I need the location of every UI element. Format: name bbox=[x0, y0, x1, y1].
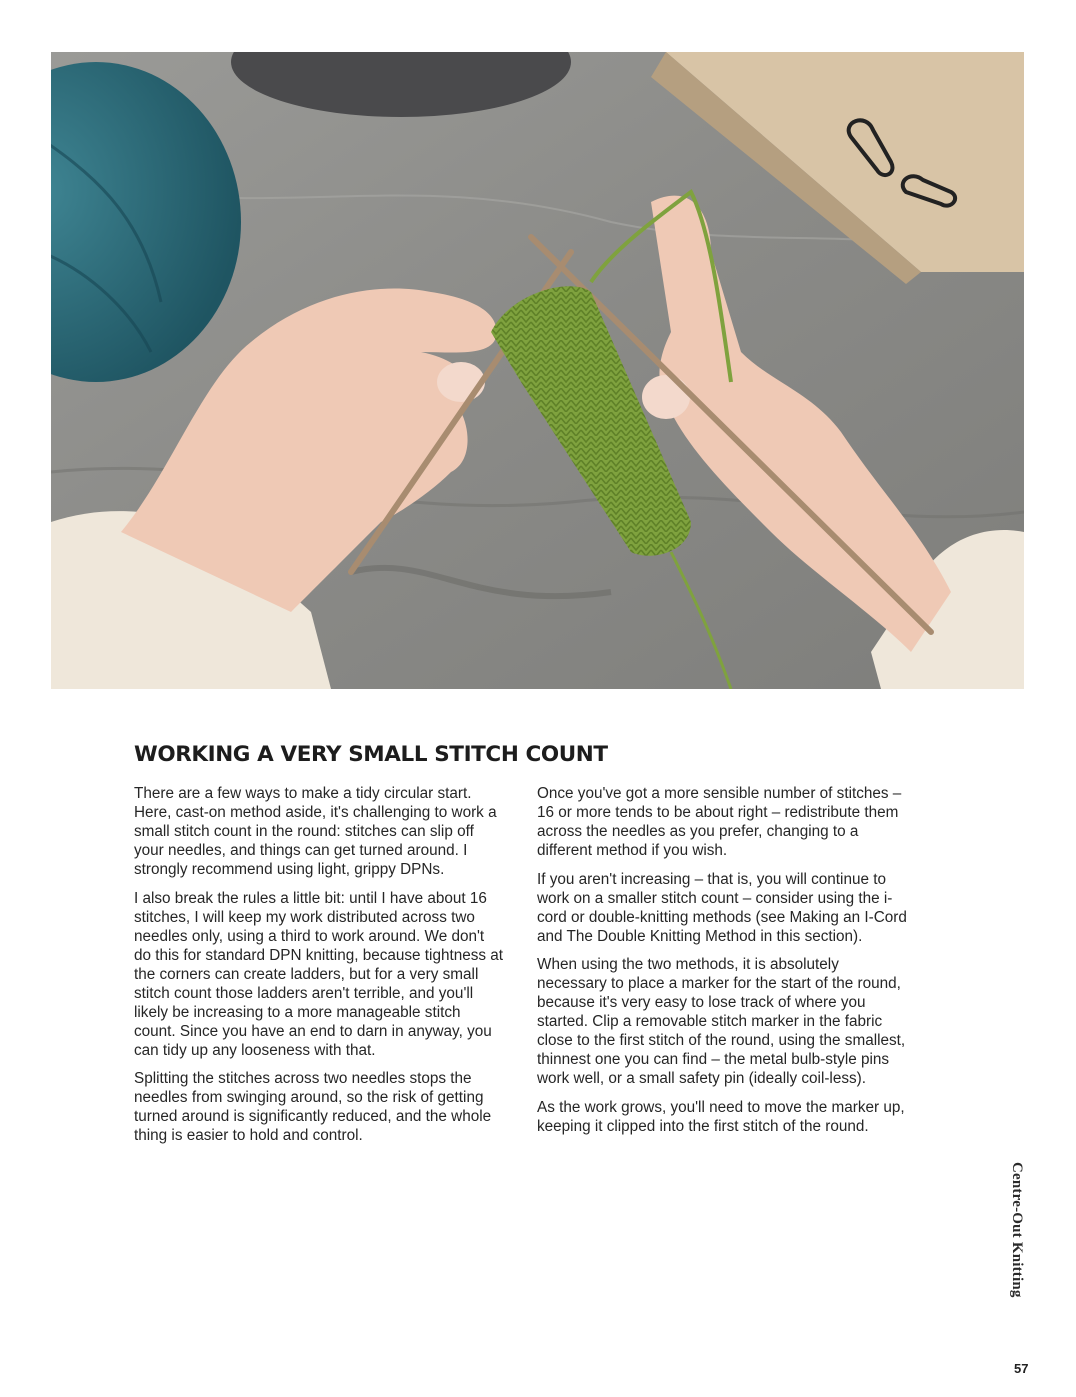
body-paragraph: Once you've got a more sensible number of stitches – 16 or more tends to be about right – redistribute them across the needles as you prefer, changing to a different method if you wish. bbox=[537, 785, 902, 859]
knitting-photo-illustration bbox=[51, 52, 1024, 689]
section-heading: WORKING A VERY SMALL STITCH COUNT bbox=[134, 742, 608, 767]
body-paragraph: There are a few ways to make a tidy circular start. Here, cast-on method aside, it's challenging to work a small stitch count in the round: stitches can slip off your needles, and things can get turned around. I strongly recommend using light, grippy DPNs. bbox=[134, 785, 497, 878]
page-number: 57 bbox=[1014, 1361, 1029, 1376]
knitting-photo bbox=[51, 52, 1024, 689]
body-paragraph: When using the two methods, it is absolutely necessary to place a marker for the start of the round, because it's very easy to lose track of where you started. Clip a removable stitch marker in the fabric close to the first stitch of the round, using the smallest, thinnest one you can find – the metal bulb-style pins work well, or a small safety pin (ideally coil-less). bbox=[537, 956, 906, 1087]
body-paragraph: Splitting the stitches across two needles stops the needles from swinging around, so the risk of getting turned around is significantly reduced, and the whole thing is easier to hold and control. bbox=[134, 1070, 492, 1144]
right-column bbox=[537, 784, 907, 1145]
running-head: Centre-Out Knitting bbox=[1009, 1162, 1025, 1298]
body-paragraph: I also break the rules a little bit: until I have about 16 stitches, I will keep my work distributed across two needles only, using a third to work around. We don't do this for standard DPN knitting, because tightness at the corners can create ladders, but for a very small stitch count those ladders aren't terrible, and you'll likely be increasing to a more manageable stitch count. Since you have an end to darn in anyway, you can tidy up any looseness with that. bbox=[134, 889, 504, 1059]
body-paragraph: As the work grows, you'll need to move the marker up, keeping it clipped into the first stitch of the round. bbox=[537, 1098, 905, 1135]
body-paragraph: If you aren't increasing – that is, you will continue to work on a smaller stitch count – consider using the i-cord or double-knitting methods (see Making an I-Cord and The Double Knitting Method in this section). bbox=[537, 870, 907, 945]
left-column bbox=[134, 784, 504, 1155]
